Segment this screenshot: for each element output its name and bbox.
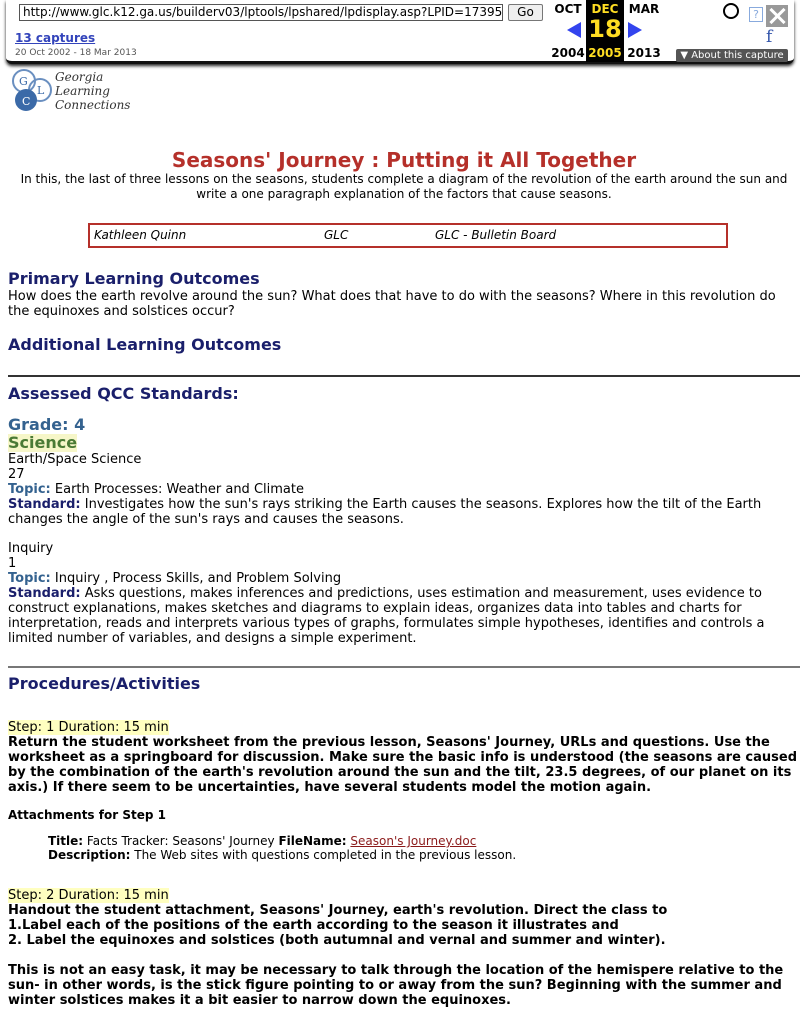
current-month: DEC [591, 2, 619, 16]
attachment-description: The Web sites with questions completed in the previous lesson. [134, 848, 517, 862]
step-1 [8, 720, 800, 862]
help-icon[interactable]: ? [749, 7, 763, 22]
standard-topic: Inquiry , Process Skills, and Problem Solving [54, 571, 342, 586]
topic-label: Topic: [8, 482, 51, 497]
next-month: MAR [628, 2, 660, 16]
primary-outcomes-heading: Primary Learning Outcomes [8, 269, 260, 288]
loading-circle-icon [723, 3, 739, 19]
wayback-toolbar [6, 0, 794, 64]
current-capture-column [586, 0, 624, 62]
standard-label: Standard: [8, 586, 81, 601]
author-source: GLC - Bulletin Board [435, 228, 557, 242]
prev-month: OCT [554, 2, 582, 16]
step-text-line: Handout the student attachment, Seasons' Journey, earth's revolution. Direct the class to [8, 903, 668, 918]
logo-line-georgia: Georgia [55, 70, 104, 84]
current-day: 18 [588, 15, 622, 43]
attachments-heading: Attachments for Step 1 [8, 808, 166, 822]
glc-logo-icon [10, 68, 55, 114]
standard-label: Standard: [8, 497, 81, 512]
close-icon[interactable] [766, 5, 788, 27]
prev-year[interactable]: 2004 [551, 46, 585, 60]
logo-line-connections: Connections [55, 98, 131, 112]
primary-outcomes-text: How does the earth revolve around the sun? What does that have to do with the seasons? Where in this revolution do the equinoxes and solstices occur? [8, 289, 776, 319]
standard-strand: Earth/Space Science [8, 452, 142, 467]
logo-letter-c: C [22, 95, 31, 108]
go-button[interactable]: Go [508, 4, 543, 21]
standard-text: Investigates how the sun's rays striking the Earth causes the seasons. Explores how the tilt of the Earth changes the angle of the sun's rays and causes the seasons. [8, 497, 762, 527]
step-header: Step: 1 Duration: 15 min [8, 720, 169, 735]
attachment-description-label: Description: [48, 848, 131, 862]
additional-outcomes-heading: Additional Learning Outcomes [8, 335, 282, 354]
lesson-title: Seasons' Journey : Putting it All Together [171, 148, 637, 172]
lesson-description: In this, the last of three lessons on the seasons, students complete a diagram of the revolution of the earth around the sun and write a one paragraph explanation of the factors that cause seasons. [20, 172, 788, 201]
subject-label: Science [8, 433, 78, 452]
standard-text-row [8, 586, 800, 646]
attachment-title: Facts Tracker: Seasons' Journey [86, 834, 275, 848]
author-name: Kathleen Quinn [94, 228, 187, 242]
current-year: 2005 [588, 46, 622, 60]
logo-line-learning: Learning [55, 84, 110, 98]
logo-letter-l: L [37, 84, 45, 97]
standard-text-row [8, 497, 800, 527]
step-2 [8, 888, 800, 1008]
author-org: GLC [324, 228, 349, 242]
standard-topic-row [8, 482, 800, 497]
wayback-url-input[interactable]: http://www.glc.k12.ga.us/builderv03/lptools/lpshared/lpdisplay.asp?LPID=17395 [19, 4, 503, 21]
standard-topic: Earth Processes: Weather and Climate [54, 482, 304, 497]
logo-letter-g: G [19, 75, 28, 88]
step-header: Step: 2 Duration: 15 min [8, 888, 169, 903]
step-text-line: 1.Label each of the positions of the earth according to the season it illustrates and [8, 918, 619, 933]
author-info-box [88, 223, 728, 248]
attachment-title-row [48, 834, 800, 848]
section-divider [8, 666, 800, 668]
attachment-filename-label: FileName: [278, 834, 347, 848]
facebook-icon[interactable]: f [766, 27, 773, 47]
step-text: Return the student worksheet from the previous lesson, Seasons' Journey, URLs and questions. Use the worksheet as a springboard for discussion. Make sure the basic info is understood (the seasons are caused by the combination of the earth's revolution around the sun and the tilt, 23.5 degrees, of our planet on its axis.) If there seem to be uncertainties, have several students model the motion again. [8, 735, 798, 795]
standard-number: 1 [8, 556, 17, 571]
standard-topic-row [8, 571, 800, 586]
step-text-line: 2. Label the equinoxes and solstices (both autumnal and vernal and summer and winter). [8, 933, 666, 948]
captures-link[interactable]: 13 captures [15, 31, 96, 45]
next-capture-arrow-icon[interactable] [628, 22, 642, 38]
prev-capture-arrow-icon[interactable] [567, 22, 581, 38]
lesson-content [8, 148, 800, 1008]
capture-date-range: 20 Oct 2002 - 18 Mar 2013 [15, 48, 137, 58]
qcc-standards-heading: Assessed QCC Standards: [8, 384, 239, 403]
about-capture-button[interactable]: ▼ About this capture [676, 49, 788, 62]
step-text: This is not an easy task, it may be necessary to talk through the location of the hemispere relative to the sun- in other words, is the stick figure pointing to or away from the sun? Beginning with the summer and winter solstices makes it a bit easier to narrow down the equinoxes. [8, 963, 784, 1008]
section-divider [8, 375, 800, 377]
standard-number: 27 [8, 467, 25, 482]
grade-label: Grade: 4 [8, 415, 86, 434]
standard-strand: Inquiry [8, 541, 54, 556]
attachment-file-link[interactable]: Season's Journey.doc [350, 834, 477, 848]
procedures-heading: Procedures/Activities [8, 674, 201, 693]
attachment-description-row [48, 848, 800, 862]
logo-wordmark [55, 70, 130, 112]
attachment-title-label: Title: [48, 834, 84, 848]
topic-label: Topic: [8, 571, 51, 586]
next-year[interactable]: 2013 [627, 46, 661, 60]
glc-logo[interactable] [10, 68, 130, 116]
standard-text: Asks questions, makes inferences and predictions, uses estimation and measurement, uses evidence to construct explanations, makes sketches and diagrams to explain ideas, organizes data into tables and charts for interpretation, reads and interprets various types of graphs, formulates simple hypotheses, identifies and controls a limited number of variables, and designs a simple experiment. [8, 586, 765, 646]
